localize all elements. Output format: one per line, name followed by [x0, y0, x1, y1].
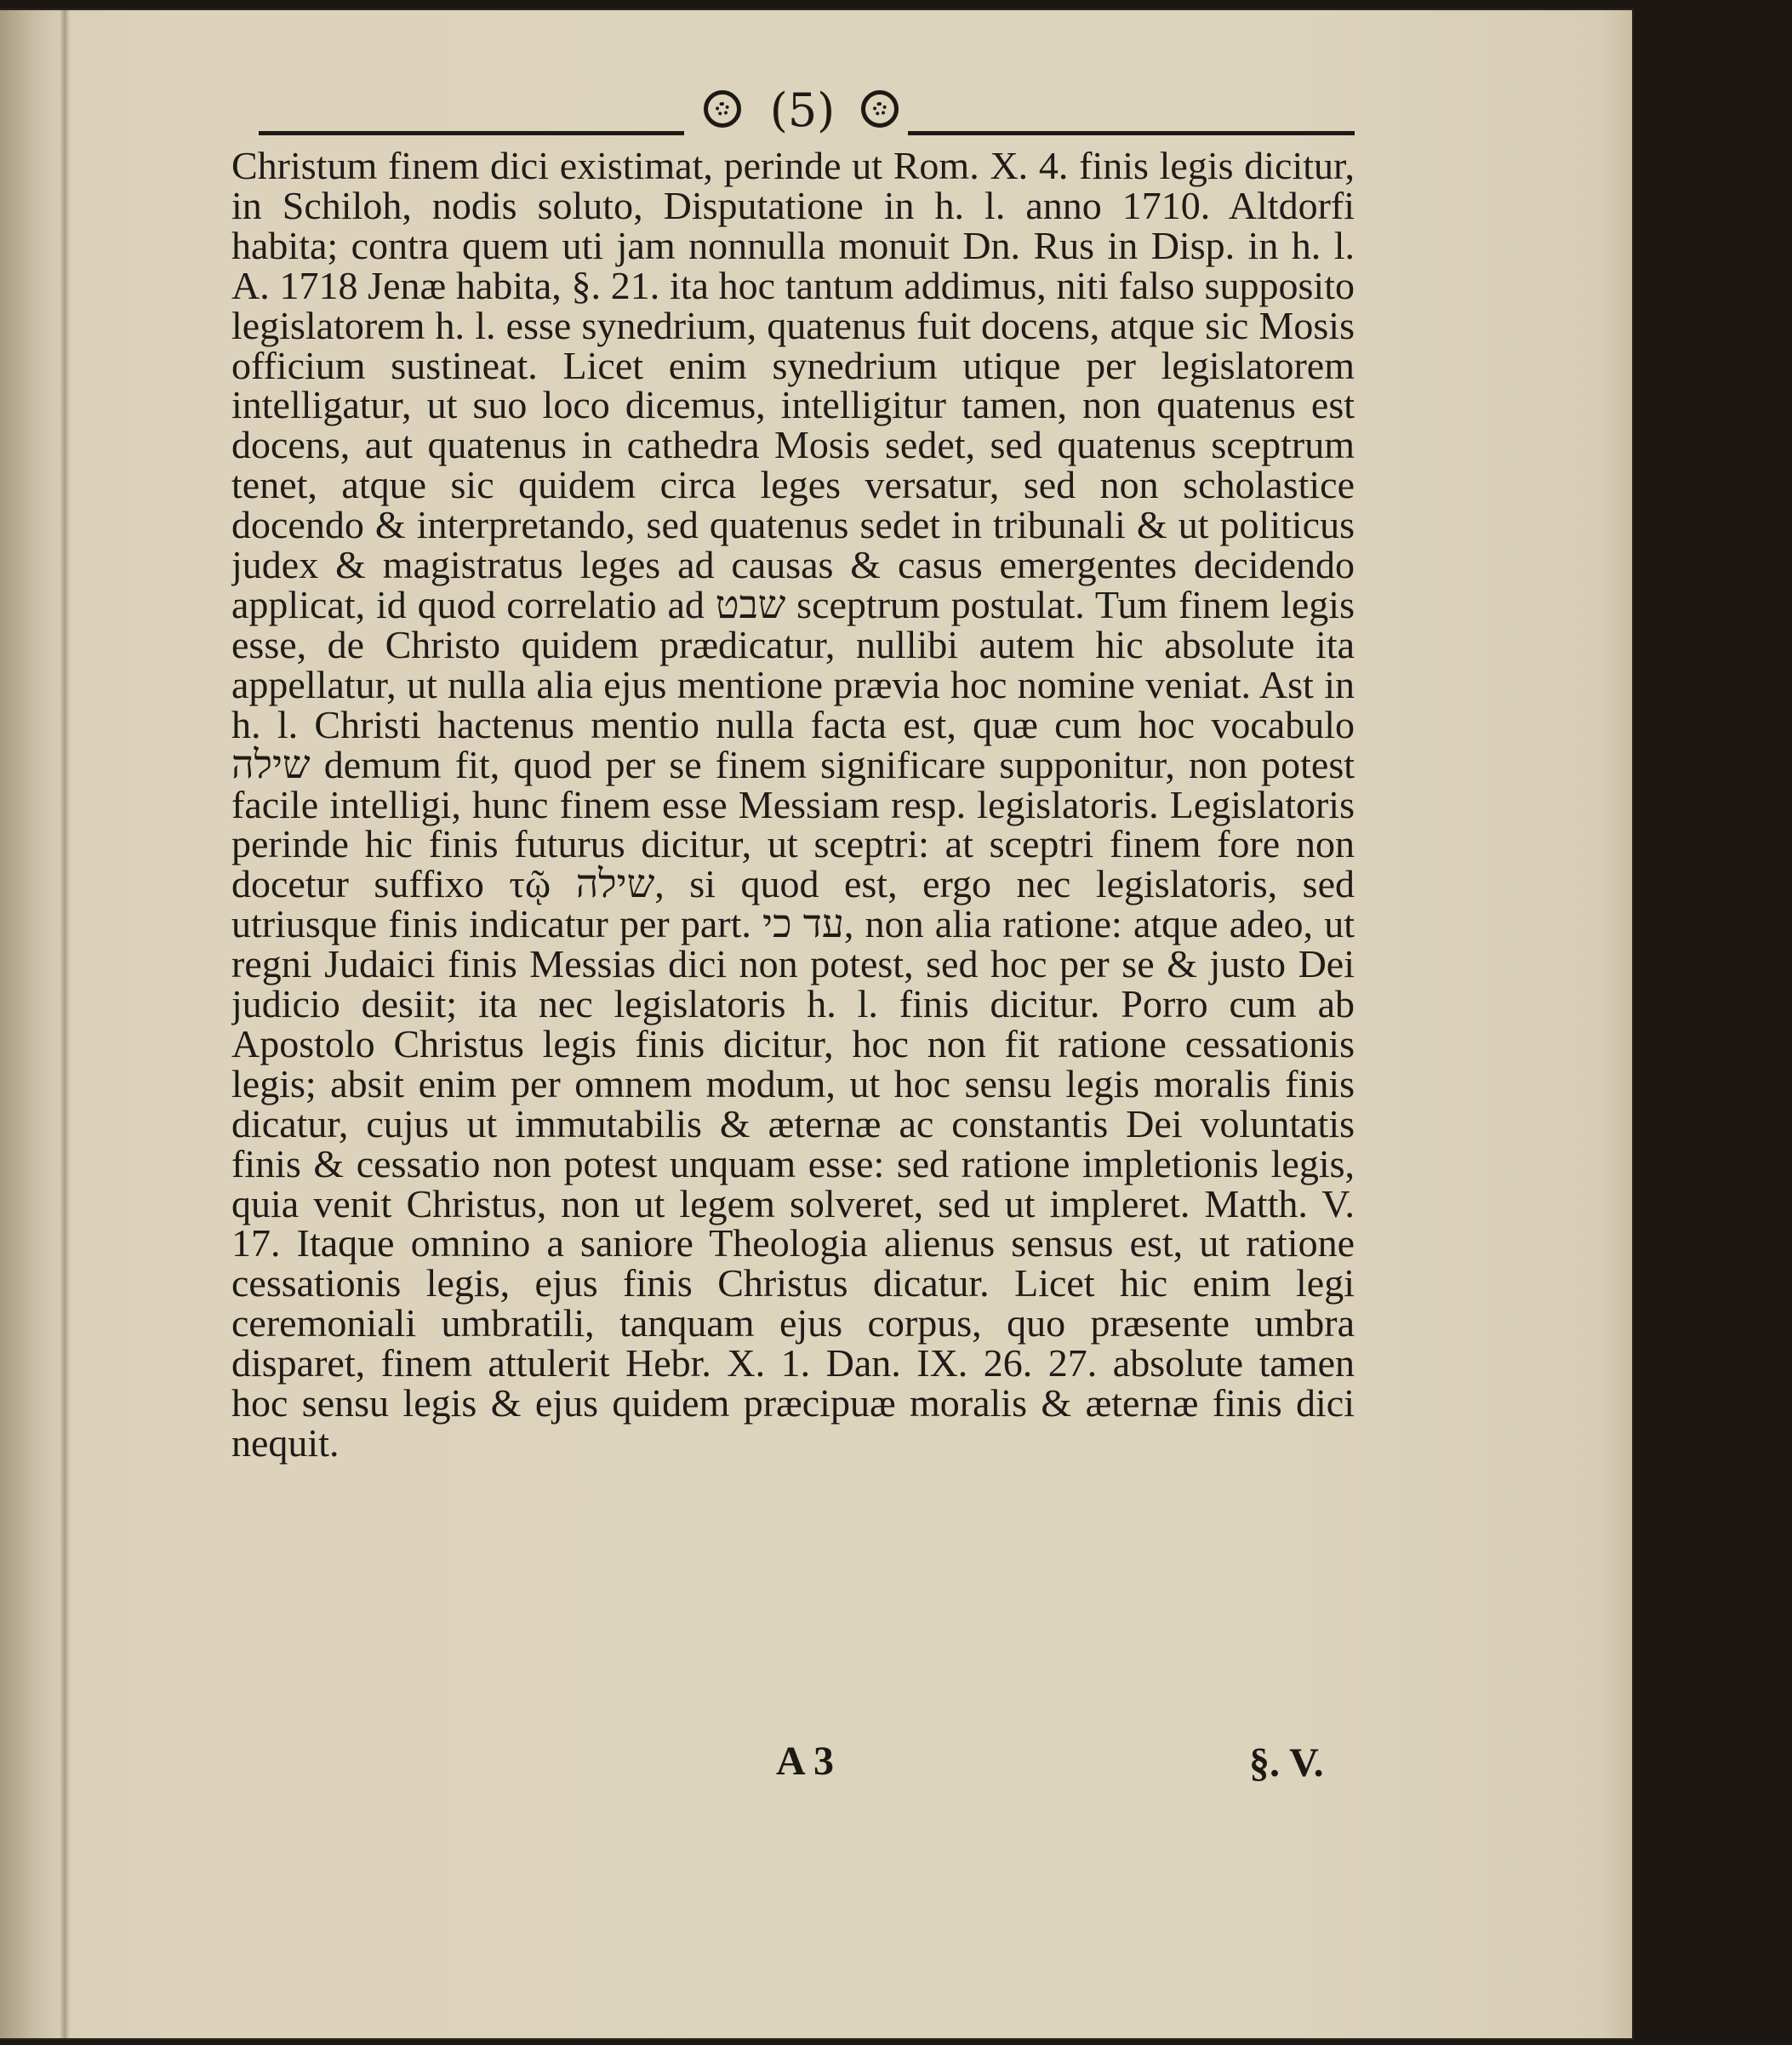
signature-mark: A 3 — [776, 1739, 835, 1784]
body-paragraph: Christum finem dici existimat, perinde ut Rom. X. 4. finis legis dicitur, in Schiloh, nodis soluto, Disputatione in h. l. anno 1710. Altdorfi habita; contra quem uti jam nonnulla monuit Dn. Rus in Disp. in h. l. A. 1718 Jenæ habita, §. 21. ita hoc tantum addimus, niti falso supposito legislatorem h. l. esse synedrium, quatenus fuit docens, atque sic Mosis officium sustineat. Licet enim synedrium utique per legislatorem intelligatur, ut suo loco dicemus, intelligitur tamen, non quatenus est docens, aut quatenus in cathedra Mosis sedet, sed quatenus sceptrum tenet, atque sic quidem circa leges versatur, sed non scholastice docendo & interpretando, sed quatenus sedet in tribunali & ut politicus judex & magistratus leges ad causas & casus emergentes decidendo applicat, id quod correlatio ad שבט sceptrum postulat. Tum finem legis esse, de Christo quidem prædicatur, nullibi autem hic absolute ita appellatur, ut nulla alia ejus mentione prævia hoc nomine veniat. Ast in h. l. Christi hactenus mentio nulla facta est, quæ cum hoc vocabulo שילה demum fit, quod per se finem significare supponitur, non potest facile intelligi, hunc finem esse Messiam resp. legislatoris. Legislatoris perinde hic finis futurus dicitur, ut sceptri: at sceptri finem fore non docetur suffixo τῷ שילה, si quod est, ergo nec legislatoris, sed utriusque finis indicatur per part. עד כי, non alia ratione: atque adeo, ut regni Judaici finis Messias dici non potest, sed hoc per se & justo Dei judicio desiit; ita nec legislatoris h. l. finis dicitur. Porro cum ab Apostolo Christus legis finis dicitur, hoc non fit ratione cessationis legis; absit enim per omnem modum, ut hoc sensu legis moralis finis dicatur, cujus ut immutabilis & æternæ ac constantis Dei voluntatis finis & cessatio non potest unquam esse: sed ratione impletionis legis, quia venit Christus, non ut legem solveret, sed ut impleret. Matth. V. 17. Itaque omnino a saniore Theologia alienus sensus est, ut ratione cessationis legis, ejus finis Christus dicatur. Licet hic enim legi ceremoniali umbratili, tanquam ejus corpus, quo præsente umbra disparet, finem attulerit Hebr. X. 1. Dan. IX. 26. 27. absolute tamen hoc sensu legis & ejus quidem præcipuæ moralis & æternæ finis dici nequit. — [231, 146, 1355, 1465]
header-rule-right — [908, 131, 1355, 135]
page-gutter — [60, 10, 70, 2038]
header-rule-left — [259, 131, 684, 135]
catchword: §. V. — [1249, 1740, 1324, 1785]
book-page — [0, 10, 1632, 2038]
page-header — [240, 77, 1355, 153]
page-number: (5) — [769, 83, 836, 137]
rosette-ornament-icon — [861, 90, 899, 128]
rosette-ornament-icon — [704, 90, 741, 128]
